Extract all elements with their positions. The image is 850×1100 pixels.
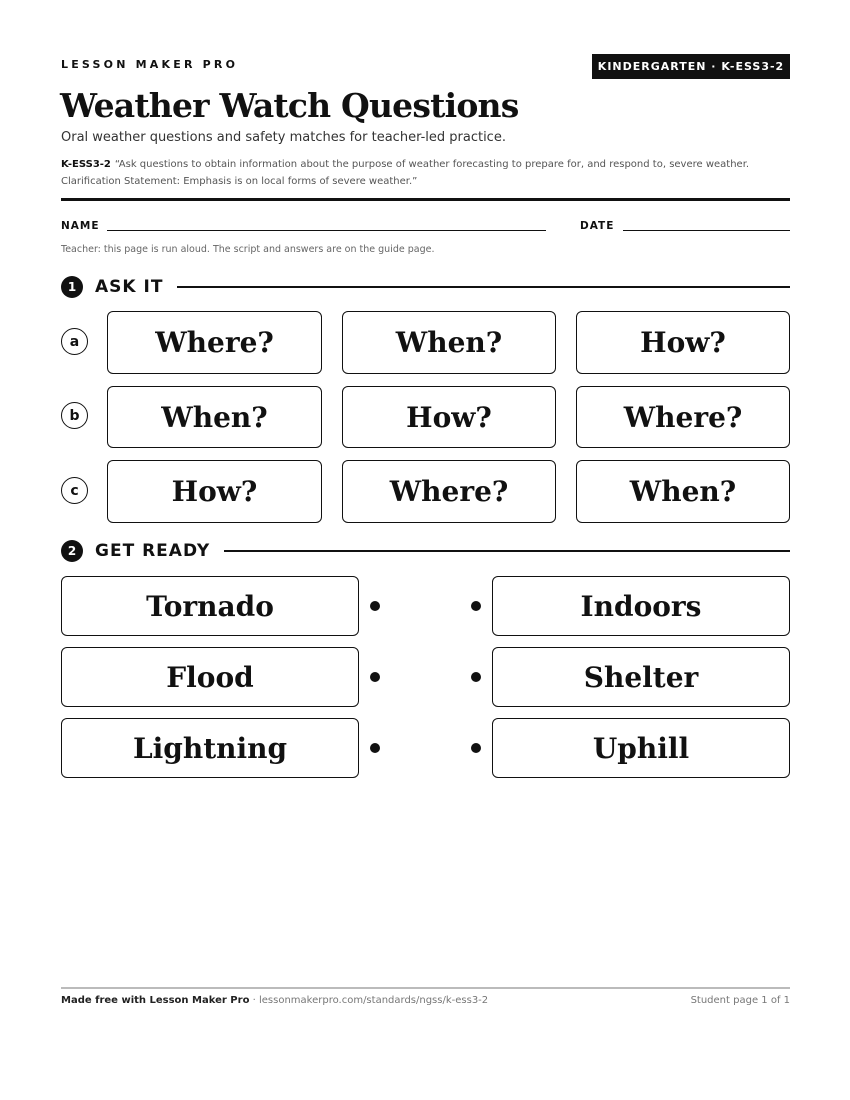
standard-code: K-ESS3-2 — [61, 159, 111, 170]
section-title: GET READY — [95, 541, 211, 561]
grade-badge: KINDERGARTEN · K-ESS3-2 — [592, 54, 790, 79]
hazard-word-box[interactable]: Tornado — [61, 576, 359, 636]
standard-statement — [61, 156, 781, 190]
footer-divider — [61, 987, 790, 989]
footer-page-number: Student page 1 of 1 — [690, 995, 790, 1006]
match-dot-right[interactable] — [471, 672, 481, 682]
section-get-ready-header — [61, 539, 790, 563]
row-letter-c: c — [61, 477, 88, 504]
hazard-word-box[interactable]: Lightning — [61, 718, 359, 778]
question-word-box[interactable]: Where? — [576, 386, 790, 448]
page-title: Weather Watch Questions — [60, 86, 519, 125]
question-word-box[interactable]: How? — [576, 311, 790, 374]
match-dot-left[interactable] — [370, 601, 380, 611]
match-dot-right[interactable] — [471, 601, 481, 611]
name-field-line[interactable] — [107, 230, 546, 231]
standard-text: “Ask questions to obtain information about the purpose of weather forecasting to prepare for, and respond to, severe weather. Clarification Statement: Emphasis is on local forms of severe weather.” — [61, 159, 750, 187]
match-dot-left[interactable] — [370, 743, 380, 753]
page-subtitle: Oral weather questions and safety matches for teacher-led practice. — [61, 130, 506, 145]
date-label: DATE — [580, 220, 615, 232]
safety-word-box[interactable]: Shelter — [492, 647, 790, 707]
footer-url[interactable]: · lessonmakerpro.com/standards/ngss/k-ess3-2 — [249, 995, 489, 1006]
question-word-box[interactable]: How? — [107, 460, 322, 523]
question-word-box[interactable]: When? — [576, 460, 790, 523]
row-letter-b: b — [61, 402, 88, 429]
safety-word-box[interactable]: Uphill — [492, 718, 790, 778]
hazard-word-box[interactable]: Flood — [61, 647, 359, 707]
section-divider — [224, 550, 790, 552]
question-word-box[interactable]: When? — [107, 386, 322, 448]
section-number-badge: 1 — [61, 276, 83, 298]
footer-maker: Made free with Lesson Maker Pro — [61, 995, 250, 1006]
match-dot-right[interactable] — [471, 743, 481, 753]
question-word-box[interactable]: How? — [342, 386, 556, 448]
date-field-line[interactable] — [623, 230, 790, 231]
match-dot-left[interactable] — [370, 672, 380, 682]
section-divider — [177, 286, 790, 288]
brand-name: LESSON MAKER PRO — [61, 58, 239, 71]
section-ask-it-header — [61, 275, 790, 299]
question-word-box[interactable]: When? — [342, 311, 556, 374]
section-title: ASK IT — [95, 277, 164, 297]
question-word-box[interactable]: Where? — [342, 460, 556, 523]
name-label: NAME — [61, 220, 100, 232]
safety-word-box[interactable]: Indoors — [492, 576, 790, 636]
question-word-box[interactable]: Where? — [107, 311, 322, 374]
header-divider — [61, 198, 790, 201]
section-number-badge: 2 — [61, 540, 83, 562]
row-letter-a: a — [61, 328, 88, 355]
footer-credit — [61, 995, 488, 1006]
teacher-note: Teacher: this page is run aloud. The script and answers are on the guide page. — [61, 244, 435, 255]
